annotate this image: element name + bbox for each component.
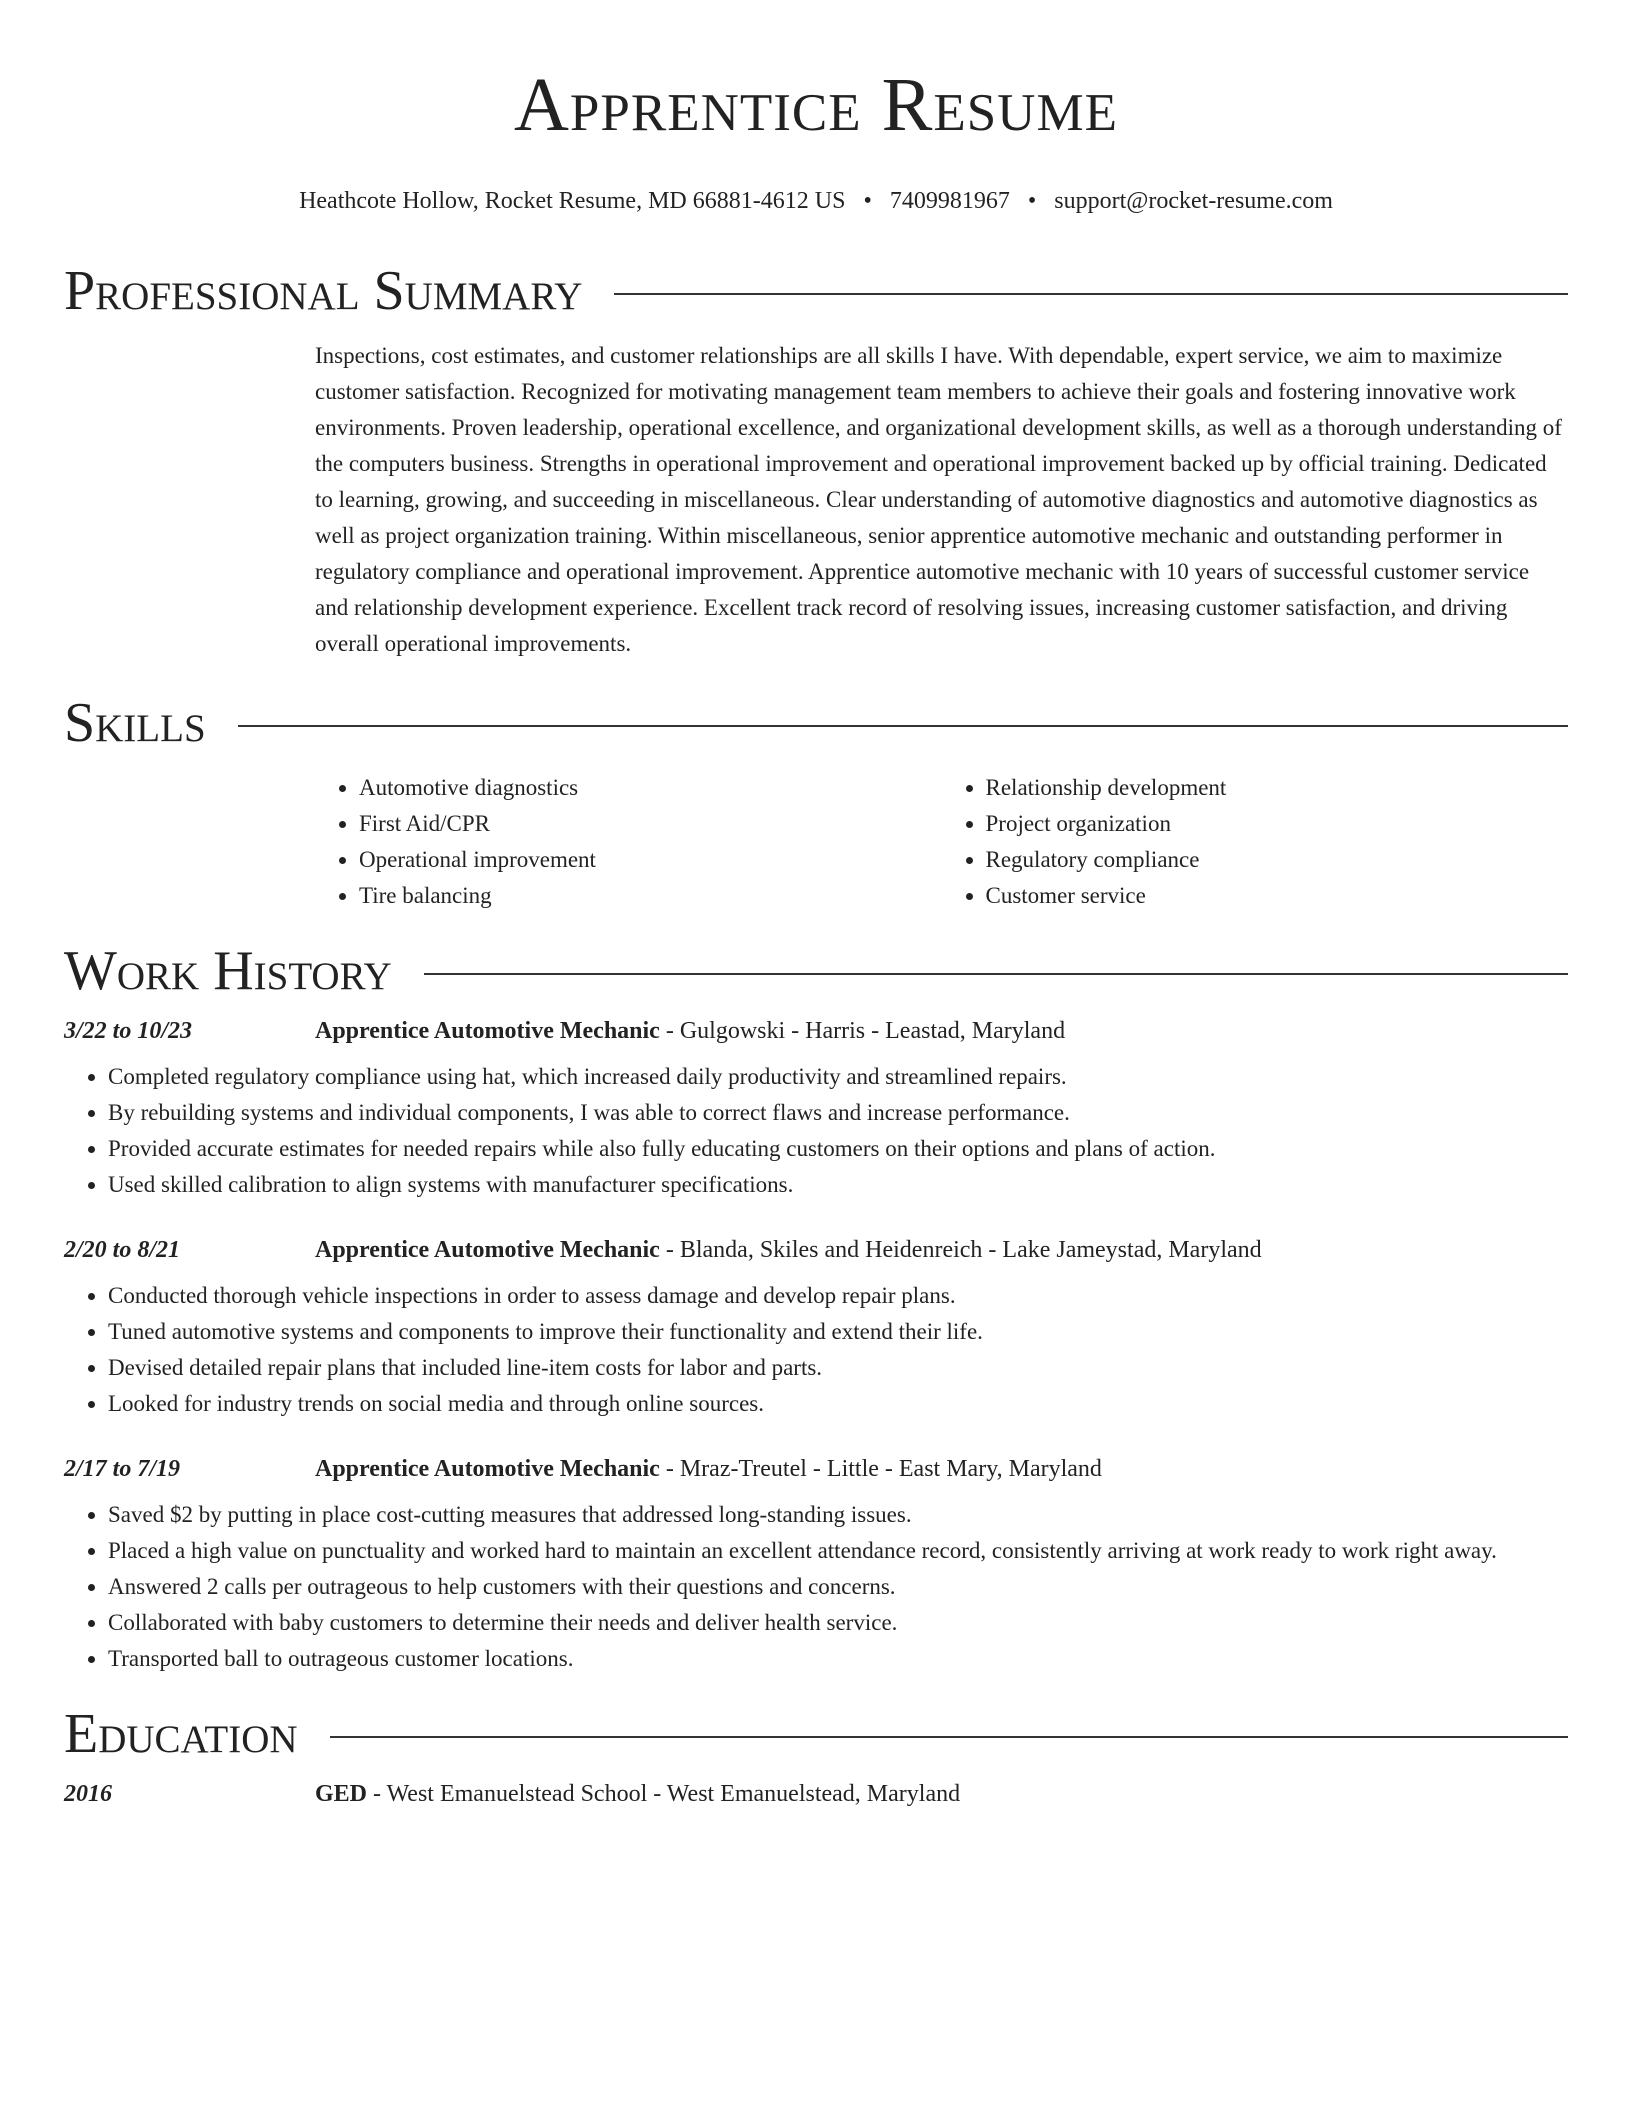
job-title — [315, 1456, 1102, 1483]
job-bullets — [64, 1278, 1568, 1422]
skill-item: • Tire balancing — [359, 878, 942, 914]
skill-item: • First Aid/CPR — [359, 806, 942, 842]
job-heading — [64, 1237, 1568, 1264]
job-bullet: • Transported ball to outrageous customer locations. — [108, 1641, 1568, 1677]
job-bullet: • Looked for industry trends on social media and through online sources. — [108, 1386, 1568, 1422]
job-title — [315, 1018, 1065, 1045]
job-entry — [64, 1456, 1568, 1677]
contact-line — [64, 186, 1568, 216]
contact-address: Heathcote Hollow, Rocket Resume, MD 66881-4612 US — [299, 188, 846, 214]
job-role: Apprentice Automotive Mechanic — [315, 1018, 660, 1044]
work-section-title: Work History — [64, 940, 392, 1002]
contact-separator: • — [1027, 188, 1037, 214]
skill-item: • Project organization — [986, 806, 1569, 842]
skill-item: • Operational improvement — [359, 842, 942, 878]
job-employer: - Gulgowski - Harris - Leastad, Maryland — [659, 1018, 1066, 1044]
job-heading — [64, 1456, 1568, 1483]
job-bullet: • By rebuilding systems and individual components, I was able to correct flaws and increase performance. — [108, 1095, 1568, 1131]
job-bullet: • Answered 2 calls per outrageous to help customers with their questions and concerns. — [108, 1569, 1568, 1605]
job-title — [315, 1237, 1262, 1264]
job-entry — [64, 1237, 1568, 1422]
work-section-header — [64, 938, 1568, 1004]
job-role: Apprentice Automotive Mechanic — [315, 1237, 660, 1263]
education-degree: GED — [315, 1781, 368, 1807]
job-dates: 2/17 to 7/19 — [64, 1456, 181, 1482]
job-entry — [64, 1018, 1568, 1203]
skill-item: • Customer service — [986, 878, 1569, 914]
job-employer: - Blanda, Skiles and Heidenreich - Lake Jameystad, Maryland — [659, 1237, 1262, 1263]
section-divider — [330, 1736, 1568, 1738]
job-bullet: • Tuned automotive systems and components to improve their functionality and extend their life. — [108, 1314, 1568, 1350]
education-year: 2016 — [64, 1781, 112, 1807]
education-entry — [64, 1781, 1568, 1808]
skill-item: • Regulatory compliance — [986, 842, 1569, 878]
job-dates: 2/20 to 8/21 — [64, 1237, 181, 1263]
education-section-header — [64, 1701, 1568, 1767]
education-school: - West Emanuelstead School - West Emanuelstead, Maryland — [367, 1781, 961, 1807]
section-divider — [238, 725, 1568, 727]
job-heading — [64, 1018, 1568, 1045]
job-dates: 3/22 to 10/23 — [64, 1018, 193, 1044]
job-bullet: • Saved $2 by putting in place cost-cutting measures that addressed long-standing issues. — [108, 1497, 1568, 1533]
summary-section-title: Professional Summary — [64, 260, 583, 322]
job-bullet: • Collaborated with baby customers to determine their needs and deliver health service. — [108, 1605, 1568, 1641]
job-bullet: • Devised detailed repair plans that included line-item costs for labor and parts. — [108, 1350, 1568, 1386]
job-employer: - Mraz-Treutel - Little - East Mary, Maryland — [659, 1456, 1102, 1482]
job-bullet: • Placed a high value on punctuality and worked hard to maintain an excellent attendance record, consistently arriving at work ready to work right away. — [108, 1533, 1568, 1569]
education-title — [315, 1781, 960, 1808]
contact-phone: 7409981967 — [889, 188, 1010, 214]
summary-paragraph: Inspections, cost estimates, and customer relationships are all skills I have. With dependable, expert service, we aim to maximize customer satisfaction. Recognized for motivating management team members to achieve their goals and fostering innovative work environments. Proven leadership, operational excellence, and organizational development skills, as well as a thorough understanding of the computers business. Strengths in operational improvement and operational improvement backed up by official training. Dedicated to learning, growing, and succeeding in miscellaneous. Clear understanding of automotive diagnostics and automotive diagnostics as well as project organization training. Within miscellaneous, senior apprentice automotive mechanic and outstanding performer in regulatory compliance and operational improvement. Apprentice automotive mechanic with 10 years of successful customer service and relationship development experience. Excellent track record of resolving issues, increasing customer satisfaction, and driving overall operational improvements. — [315, 343, 1562, 656]
education-section-title: Education — [64, 1703, 298, 1765]
job-role: Apprentice Automotive Mechanic — [315, 1456, 660, 1482]
job-bullets — [64, 1497, 1568, 1677]
skills-column-right — [942, 770, 1569, 914]
skills-section-header — [64, 690, 1568, 756]
resume-page — [64, 0, 1568, 1808]
job-bullet: • Completed regulatory compliance using hat, which increased daily productivity and streamlined repairs. — [108, 1059, 1568, 1095]
job-bullets — [64, 1059, 1568, 1203]
skills-column-left — [315, 770, 942, 914]
skill-item: • Relationship development — [986, 770, 1569, 806]
skill-item: • Automotive diagnostics — [359, 770, 942, 806]
resume-title: Apprentice Resume — [514, 63, 1118, 147]
contact-email[interactable]: support@rocket-resume.com — [1054, 188, 1333, 214]
job-bullet: • Used skilled calibration to align systems with manufacturer specifications. — [108, 1167, 1568, 1203]
summary-section-header — [64, 258, 1568, 324]
contact-separator: • — [863, 188, 872, 214]
job-bullet: • Conducted thorough vehicle inspections in order to assess damage and develop repair plans. — [108, 1278, 1568, 1314]
section-divider — [424, 973, 1568, 975]
job-bullet: • Provided accurate estimates for needed repairs while also fully educating customers on their options and plans of action. — [108, 1131, 1568, 1167]
skills-list — [315, 770, 1568, 914]
skills-section-title: Skills — [64, 692, 206, 754]
section-divider — [614, 293, 1568, 295]
